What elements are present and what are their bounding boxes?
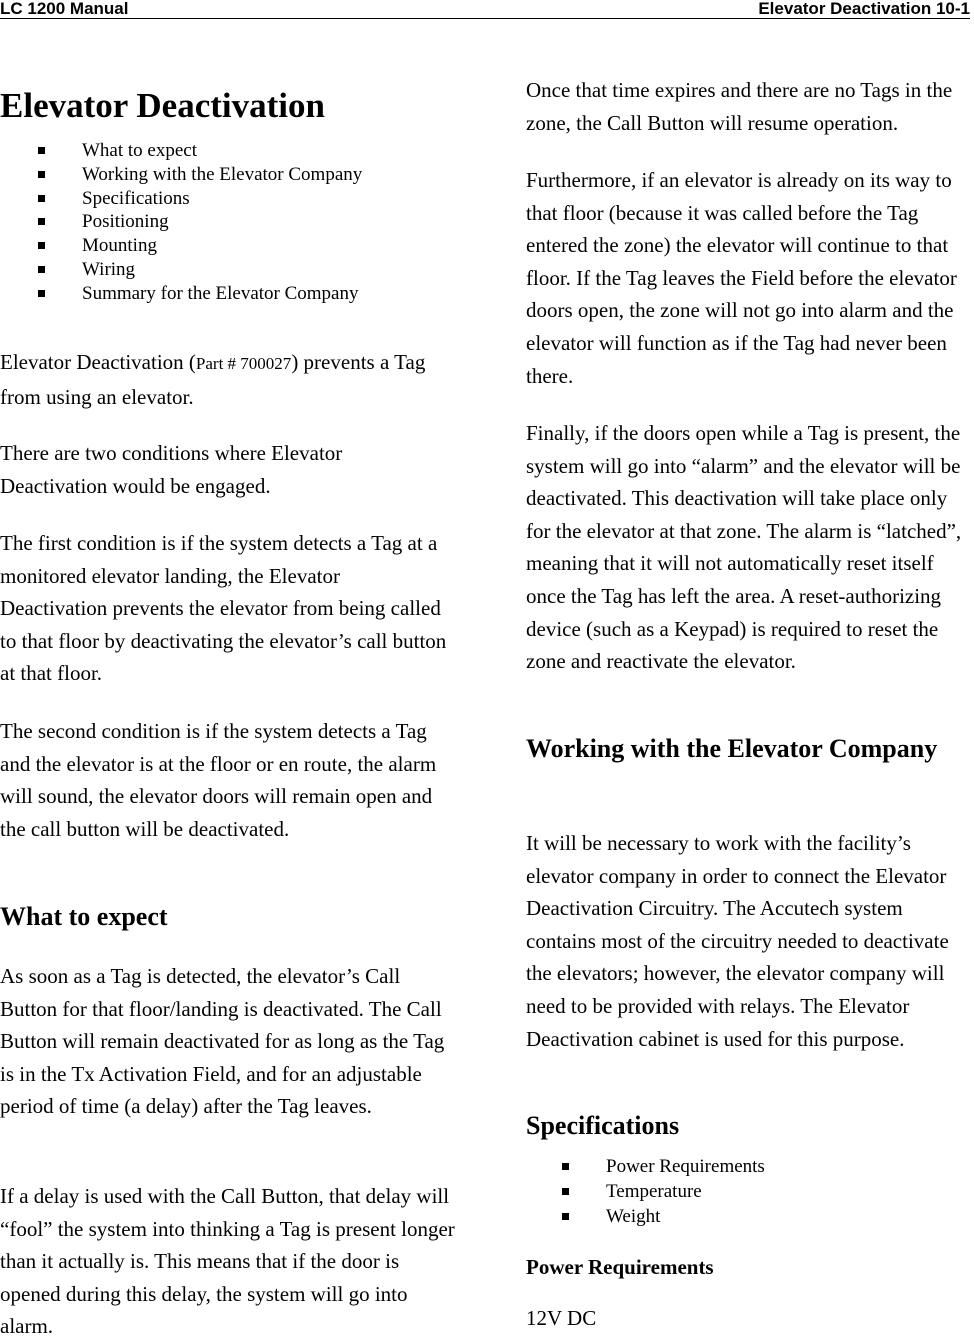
- contents-list: [38, 139, 362, 306]
- working-heading: Working with the Elevator Company: [526, 734, 938, 763]
- contents-item[interactable]: Summary for the Elevator Company: [38, 282, 362, 306]
- contents-item[interactable]: What to expect: [38, 139, 362, 163]
- square-bullet-icon: [562, 1163, 569, 1170]
- spec-item[interactable]: Temperature: [562, 1180, 765, 1205]
- square-bullet-icon: [38, 147, 45, 154]
- intro-paragraph: Elevator Deactivation (Part # 700027) prevents a Tag from using an elevator.: [0, 350, 426, 409]
- page-header: [0, 0, 970, 19]
- conditions-paragraph: There are two conditions where Elevator Deactivation would be engaged.: [0, 441, 343, 498]
- what-to-expect-paragraph-5: Finally, if the doors open while a Tag is present, the system will go into “alarm” and the elevator will be deactivated. This deactivation will take place only for the elevator at that zone. The alarm is “latched”, meaning that it will not automatically reset itself once the Tag has left the area. A reset-authorizing device (such as a Keypad) is required to reset the zone and reactivate the elevator.: [526, 421, 962, 674]
- part-number: Part # 700027: [195, 354, 292, 373]
- contents-item[interactable]: Wiring: [38, 258, 362, 282]
- second-condition-paragraph: The second condition is if the system detects a Tag and the elevator is at the floor or en route, the alarm will sound, the elevator doors will remain open and the call button will be deactivated.: [0, 719, 437, 841]
- what-to-expect-paragraph-3: Once that time expires and there are no Tags in the zone, the Call Button will resume operation.: [526, 78, 953, 135]
- spec-item[interactable]: Power Requirements: [562, 1155, 765, 1180]
- first-condition-paragraph: The first condition is if the system detects a Tag at a monitored elevator landing, the Elevator Deactivation prevents the elevator from being called to that floor by deactivating the elevator’s call button at that floor.: [0, 531, 447, 686]
- specifications-heading: Specifications: [526, 1111, 680, 1140]
- square-bullet-icon: [38, 266, 45, 273]
- contents-item[interactable]: Mounting: [38, 234, 362, 258]
- power-requirements-heading: Power Requirements: [526, 1255, 714, 1279]
- specifications-list: [562, 1155, 765, 1230]
- square-bullet-icon: [562, 1213, 569, 1220]
- working-paragraph: It will be necessary to work with the facility’s elevator company in order to connect the Elevator Deactivation Circuitry. The Accutech system contains most of the circuitry needed to deactivate the elevators; however, the elevator company will need to be provided with relays. The Elevator Deactivation cabinet is used for this purpose.: [526, 831, 949, 1051]
- what-to-expect-paragraph-4: Furthermore, if an elevator is already on its way to that floor (because it was called before the Tag entered the zone) the elevator will continue to that floor. If the Tag leaves the Field before the elevator doors open, the zone will not go into alarm and the elevator will function as if the Tag had never been there.: [526, 168, 957, 388]
- contents-item[interactable]: Positioning: [38, 210, 362, 234]
- contents-item[interactable]: Working with the Elevator Company: [38, 163, 362, 187]
- square-bullet-icon: [562, 1188, 569, 1195]
- what-to-expect-paragraph-1: As soon as a Tag is detected, the elevator’s Call Button for that floor/landing is deactivated. The Call Button will remain deactivated for as long as the Tag is in the Tx Activation Field, and for an adjustable period of time (a delay) after the Tag leaves.: [0, 964, 445, 1119]
- what-to-expect-paragraph-2: If a delay is used with the Call Button, that delay will “fool” the system into thinking a Tag is present longer than it actually is. This means that if the door is opened during this delay, the system will go into alarm.: [0, 1184, 455, 1339]
- spec-item[interactable]: Weight: [562, 1205, 765, 1230]
- what-to-expect-heading: What to expect: [0, 902, 168, 931]
- page-title: Elevator Deactivation: [0, 86, 325, 125]
- square-bullet-icon: [38, 171, 45, 178]
- square-bullet-icon: [38, 218, 45, 225]
- contents-item[interactable]: Specifications: [38, 187, 362, 211]
- square-bullet-icon: [38, 290, 45, 297]
- square-bullet-icon: [38, 195, 45, 202]
- section-page-number: Elevator Deactivation 10-1: [758, 0, 970, 18]
- power-requirements-value: 12V DC: [526, 1306, 597, 1330]
- manual-title: LC 1200 Manual: [0, 0, 129, 18]
- square-bullet-icon: [38, 242, 45, 249]
